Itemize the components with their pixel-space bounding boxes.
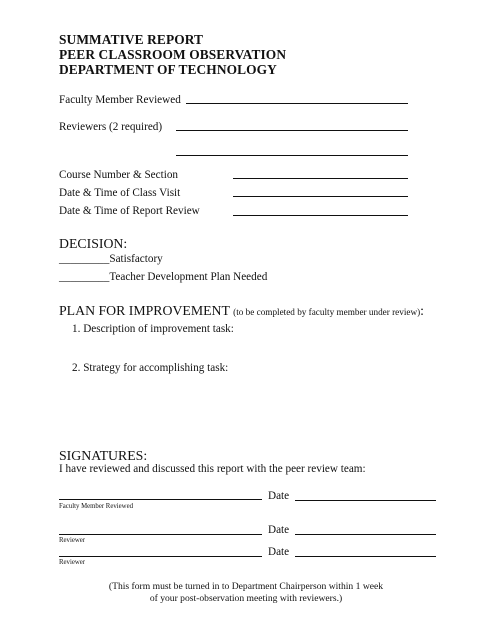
improvement-item-1: 1. Description of improvement task: [72,323,234,335]
class-visit-label: Date & Time of Class Visit [59,187,181,199]
course-number-section-blank[interactable] [233,178,408,179]
improvement-colon: : [420,303,424,318]
decision-option-label: Teacher Development Plan Needed [109,271,268,283]
footer-note-line-2: of your post-observation meeting with reviewers.) [149,593,343,604]
date-label: Date [268,490,290,502]
reviewer-2-signature-line[interactable] [59,556,262,557]
decision-option-satisfactory[interactable] [59,253,163,266]
decision-blank: _________ [59,271,110,283]
signatures-heading: SIGNATURES: [59,448,148,463]
improvement-item-2: 2. Strategy for accomplishing task: [72,362,229,374]
form-title-line-3: DEPARTMENT OF TECHNOLOGY [59,62,277,77]
decision-blank: _________ [59,253,110,265]
reviewers-label: Reviewers (2 required) [59,121,163,133]
reviewer-1-date-line[interactable] [295,534,436,535]
reviewer-2-blank[interactable] [176,155,408,156]
improvement-heading-text: PLAN FOR IMPROVEMENT [59,303,230,318]
date-label: Date [268,546,290,558]
reviewer-2-date-line[interactable] [295,556,436,557]
form-title-line-2: PEER CLASSROOM OBSERVATION [59,47,287,62]
faculty-signature-caption: Faculty Member Reviewed [59,503,133,510]
faculty-signature-date-line[interactable] [295,500,436,501]
reviewer-1-signature-line[interactable] [59,534,262,535]
reviewer-2-caption: Reviewer [59,559,86,566]
improvement-note: (to be completed by faculty member under review) [233,307,421,317]
course-number-section-label: Course Number & Section [59,169,179,181]
decision-option-development-plan[interactable] [59,271,267,284]
footer-note-line-1: (This form must be turned in to Department Chairperson within 1 week [108,581,384,592]
date-label: Date [268,524,290,536]
signatures-statement: I have reviewed and discussed this report with the peer review team: [59,463,366,475]
form-title-line-1: SUMMATIVE REPORT [59,32,204,47]
faculty-member-reviewed-blank[interactable] [186,103,408,104]
decision-option-label: Satisfactory [109,253,163,265]
reviewer-1-caption: Reviewer [59,537,86,544]
report-review-blank[interactable] [233,215,408,216]
improvement-heading [59,303,424,320]
report-review-label: Date & Time of Report Review [59,205,200,217]
decision-heading: DECISION: [59,236,128,251]
reviewer-1-blank[interactable] [176,130,408,131]
faculty-member-reviewed-label: Faculty Member Reviewed [59,94,181,106]
faculty-signature-line[interactable] [59,499,262,500]
class-visit-blank[interactable] [233,196,408,197]
